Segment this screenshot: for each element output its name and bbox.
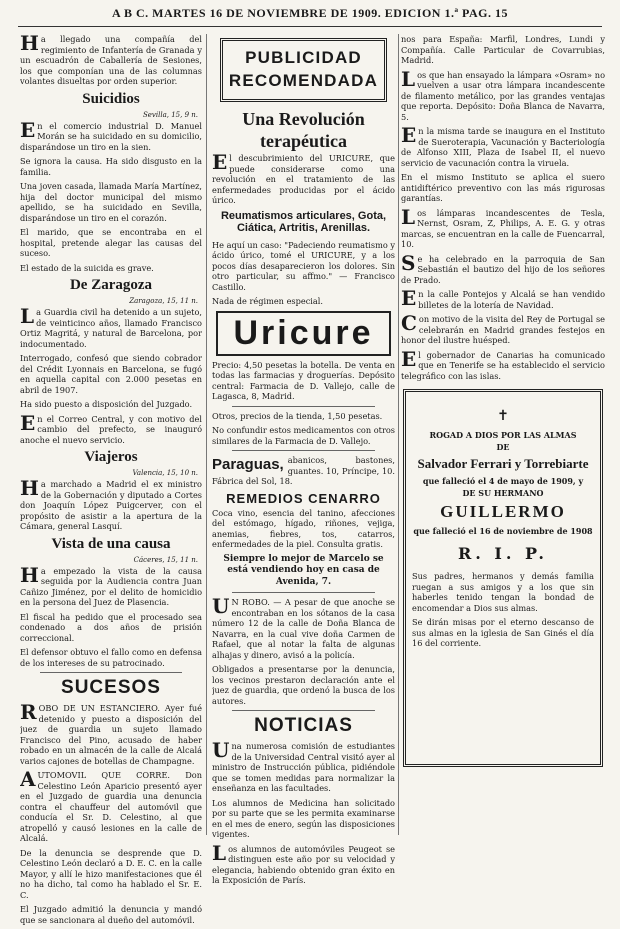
suicidios-paragraph: El marido, que se encontraba en el hospital, pretende alegar las causas del suceso. — [20, 227, 202, 258]
ad-title: terapéutica — [260, 130, 347, 151]
vista-heading: Vista de una causa — [51, 535, 171, 552]
noticias-paragraph: Una numerosa comisión de estudiantes de la Universidad Central visitó ayer al ministro de Instrucción pública, pidiéndole que se tomen medidas para normalizar la enseñanza en las facultades. — [212, 738, 395, 794]
suicidios-paragraph: Se ignora la causa. Ha sido disgusto en la familia. — [20, 156, 202, 177]
obituary-line: DE — [496, 442, 510, 452]
publicidad-box — [220, 38, 387, 102]
section-separator — [232, 710, 375, 711]
publicidad-line: PUBLICIDAD — [245, 48, 362, 67]
suicidios-paragraph: En el comercio industrial D. Manuel Morán se ha suicidado en su domicilio, disparándose un tiro en la sien. — [20, 117, 202, 152]
obituary-paragraph: Se dirán misas por el eterno descanso de sus almas en la iglesia de San Ginés el día 16 del corriente. — [412, 617, 594, 648]
vista-paragraph: Ha empezado la vista de la causa seguida por la Audiencia contra Juan Cañizo Jiménez, por el delito de homicidio en la persona del Juez de Plasencia. — [20, 562, 202, 607]
obituary-rip: R. I. P. — [457, 544, 548, 563]
suicidios-paragraph: El estado de la suicida es grave. — [20, 262, 154, 273]
page-header: A B C. MARTES 16 DE NOVIEMBRE DE 1909. EDICION 1.ª PAG. 15 — [112, 6, 508, 20]
column-rule — [398, 34, 399, 835]
viajeros-dateline: Valencia, 15, 10 n. — [132, 469, 198, 477]
ad-paragraph: He aquí un caso: "Padeciendo reumatismo y ácido úrico, tomé el URICURE, y a los pocos días desaparecieron los dolores. Sin otro particular, su affmo." — Francisco Castillo. — [212, 239, 395, 292]
sucesos-paragraph: De la denuncia se desprende que D. Celestino León declaró a D. E. C. en la calle Mayor, y allí le hizo manifestaciones que él no ha dicho, tal como ha hablado el Sr. E. C. — [20, 847, 202, 900]
news-paragraph: En la calle Pontejos y Alcalá se han vendido billetes de la lotería de Navidad. — [401, 286, 605, 310]
obituary-paragraph: Sus padres, hermanos y demás familia ruegan a sus amigos y a los que sin haberles tenido tengan la bondad de encomendar a Dios sus almas. — [412, 571, 594, 613]
viajeros-paragraph: Ha marchado a Madrid el ex ministro de la Gobernación y diputado a Cortes don Joaquín López Puigcerver, con el propósito de asistir a la apertura de la Cámara, general Lasquí. — [20, 476, 202, 531]
recomendada-line: RECOMENDADA — [228, 70, 379, 90]
paraguas-heading: Paraguas, — [212, 456, 284, 474]
zaragoza-paragraph: Interrogado, confesó que siendo cobrador del Crédit Lyonnais en Barcelona, se fugó en aquella capital con 2.000 pesetas en abril de 1907. — [20, 353, 202, 395]
zaragoza-paragraph: Ha sido puesto a disposición del Juzgado. — [20, 399, 193, 409]
obituary-line: ROGAD A DIOS POR LAS ALMAS — [429, 430, 577, 440]
sucesos-paragraph: AUTOMOVIL QUE CORRE. Don Celestino León Aparicio presentó ayer en el Juzgado de guardia una denuncia contra el chauffeur del automóvil que conducía el Sr. D. Celestino, al que atropelló y causó lesiones en la calle de Alcalá. — [20, 767, 202, 843]
cross-icon: ✝ — [497, 408, 509, 424]
sucesos-paragraph: ROBO DE UN ESTANCIERO. Ayer fué detenido y puesto a disposición del juez de guardia un sujeto llamado Francisco del Pino, acusado de haber robado en un almacén de la calle de Alcalá varios cajones de botellas de Champagne. — [20, 700, 202, 766]
news-paragraph: Los lámparas incandescentes de Tesla, Nernst, Osram, Z, Philips, A. E. G. y otras marcas, se encuentran en la calle de Fuencarral, 10. — [401, 204, 605, 249]
zaragoza-heading: De Zaragoza — [69, 277, 153, 293]
ad-title: Una Revolución — [242, 108, 365, 129]
ad-paragraph: Nada de régimen especial. — [212, 296, 324, 307]
suicidios-dateline: Sevilla, 15, 9 n. — [142, 110, 198, 119]
news-paragraph: nos para España: Marfil, Londres, Lundi y Compañía. Calle Particular de Covarrubias, Madrid. — [401, 34, 605, 65]
obituary-name: GUILLERMO — [440, 502, 566, 521]
remedios-note: Siempre lo mejor de Marcelo se está vendiendo hoy en casa de Avenida, 7. — [223, 553, 384, 587]
obituary-line: que falleció el 16 de noviembre de 1908 — [413, 526, 593, 536]
robo-paragraph: UN ROBO. — A pesar de que anoche se encontraban en los sótanos de la casa número 12 de la calle de Doña Blanca de Navarra, en la cual vive doña Carmen de Rafael, que al notar la falta de algunas alhajas y dinero, avisó a la policía. — [212, 594, 395, 660]
remedios-paragraph: Coca vino, esencia del tanino, afecciones del estómago, hígado, riñones, vejiga, anemias, fiebres, tos, catarros, enfermedades de la piel. Consulta gratis. — [212, 507, 395, 550]
ad-subtitle: Reumatismos articulares, Gota, Ciática, Artritis, Arenillas. — [220, 209, 387, 234]
suicidios-paragraph: Una joven casada, llamada María Martínez, hija del doctor municipal del mismo apellido, se ha suicidado en Sevilla, disparándose un tiro en el corazón. — [20, 181, 202, 223]
vista-dateline: Cáceres, 15, 11 n. — [133, 555, 198, 564]
section-separator — [232, 450, 375, 451]
robo-paragraph: Obligados a presentarse por la denuncia, los vecinos prestaron declaración ante el juez de guardia, que ordenó la busca de los autores. — [212, 664, 395, 706]
news-paragraph: El gobernador de Canarias ha comunicado que en Tenerife se ha establecido el servicio telegráfico con las islas. — [401, 346, 605, 381]
noticias-heading: NOTICIAS — [254, 715, 353, 737]
remedios-heading: REMEDIOS CENARRO — [226, 490, 381, 506]
obituary-box — [403, 389, 603, 767]
column-3 — [401, 34, 605, 767]
section-separator — [232, 592, 375, 593]
header-rule — [18, 26, 602, 27]
news-paragraph: Se ha celebrado en la parroquia de San Sebastián el bautizo del hijo de los señores de Prado. — [401, 250, 605, 285]
zaragoza-paragraph: La Guardia civil ha detenido a un sujeto, de veinticinco años, llamado Francisco Ortiz Magritá, y natural de Barcelona, por indocumentado. — [20, 304, 202, 349]
viajeros-heading: Viajeros — [84, 449, 138, 465]
ad-paragraph: El descubrimiento del URICURE, que puede considerarse como una revolución en el tratamiento de las enfermedades producidas por el ácido úrico. — [212, 150, 395, 206]
section-separator — [40, 672, 182, 673]
intro-paragraph: Ha llegado una compañía del regimiento de Infantería de Granada y un escuadrón de Caballería de Sesiones, los que componían una de las columnas volantes disueltas por orden superior. — [20, 34, 202, 86]
suicidios-heading: Suicidios — [82, 90, 140, 107]
zaragoza-dateline: Zaragoza, 15, 11 n. — [129, 297, 198, 305]
column-1 — [20, 34, 202, 929]
section-separator — [232, 406, 375, 407]
ad-paragraph: Precio: 4,50 pesetas la botella. De venta en todas las farmacias y droguerías. Depósito central: Farmacia de D. Vallejo, calle de Lagasca, 8, Madrid. — [212, 359, 395, 402]
uricure-banner: Uricure — [216, 311, 391, 356]
ad-paragraph: Otros, precios de la tienda, 1,50 pesetas. — [212, 410, 383, 421]
column-rule — [206, 34, 207, 835]
obituary-line: que falleció el 4 de mayo de 1909, y — [422, 476, 584, 486]
sucesos-paragraph: El Juzgado admitió la denuncia y mandó que se sancionara al dueño del automóvil. — [20, 904, 202, 925]
zaragoza-paragraph: En el Correo Central, y con motivo del cambio del prefecto, se inauguró anoche el nuevo servicio. — [20, 410, 202, 445]
news-paragraph: En la misma tarde se inaugura en el Instituto de Sueroterapia, Vacunación y Bacteriología de Alfonso XIII, Plaza de Isabel II, el nuevo servicio de vacunación contra la viruela. — [401, 123, 605, 168]
news-paragraph: Con motivo de la visita del Rey de Portugal se celebrarán en Madrid grandes festejos en honor del ilustre huésped. — [401, 311, 605, 345]
paraguas-text: abanicos, bastones, guantes. 10, Príncipe, 10. Fábrica del Sol, 18. — [212, 455, 395, 487]
column-2 — [212, 34, 395, 890]
obituary-line: DE SU HERMANO — [462, 488, 544, 498]
vista-paragraph: El defensor obtuvo el fallo como en defensa de los intereses de su patrocinado. — [20, 647, 202, 668]
noticias-paragraph: Los alumnos de Medicina han solicitado por su parte que se les permita examinarse en el mes de enero, según las disposiciones vigentes. — [212, 797, 395, 840]
noticias-paragraph: Los alumnos de automóviles Peugeot se distinguen este año por su velocidad y elegancia, habiendo obtenido gran éxito en la Exposición de París. — [212, 840, 395, 886]
news-paragraph: Los que han ensayado la lámpara «Osram» no vuelven a usar otra lámpara incandescente de filamento metálico, por las grandes ventajas que reporta. Depósito: Doña Blanca de Navarra, 5. — [401, 66, 605, 122]
obituary-name: Salvador Ferrari y Torrebiarte — [417, 456, 589, 471]
sucesos-heading: SUCESOS — [61, 677, 161, 698]
vista-paragraph: El fiscal ha pedido que el procesado sea condenado a dos años de prisión correccional. — [20, 611, 202, 643]
ad-paragraph: No confundir estos medicamentos con otros similares de la Farmacia de D. Vallejo. — [212, 425, 395, 446]
news-paragraph: En el mismo Instituto se aplica el suero antidiftérico preventivo con las más rigurosas garantías. — [401, 172, 605, 203]
